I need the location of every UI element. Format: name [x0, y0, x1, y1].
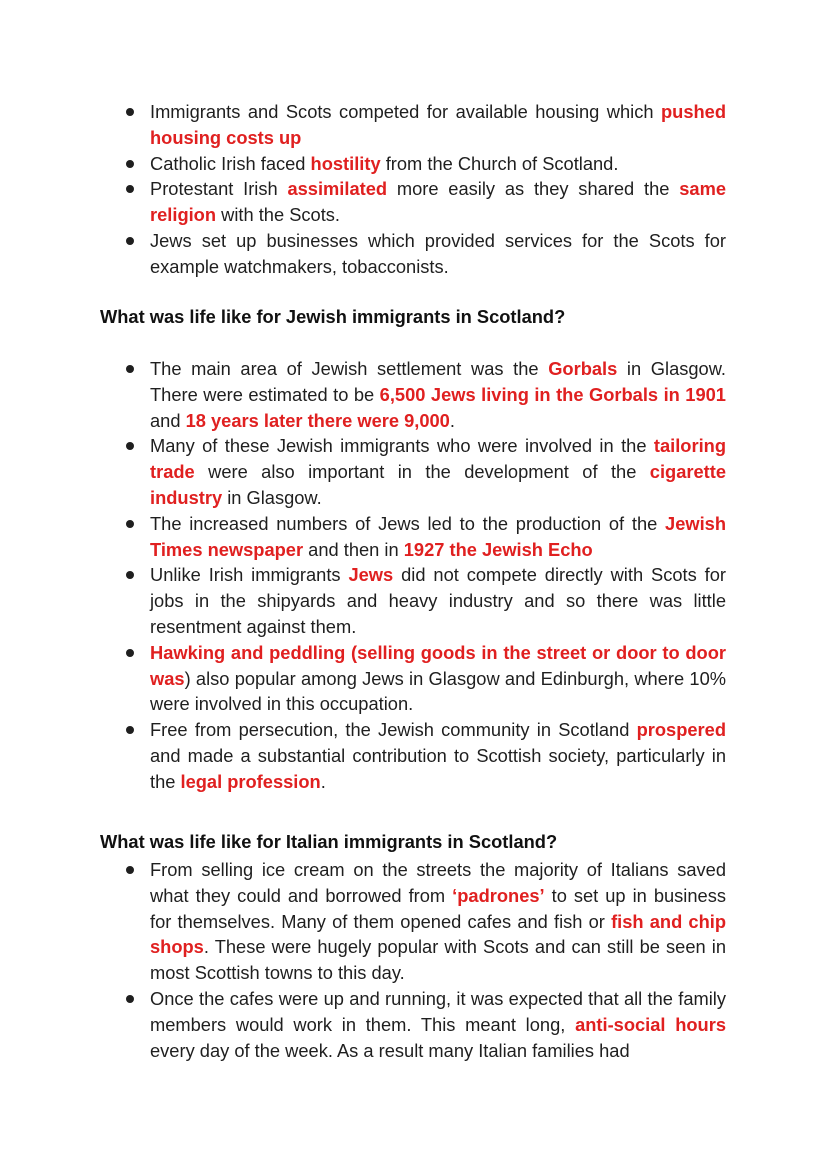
body-text: in Glasgow. There were estimated to be [150, 358, 726, 405]
body-text: Catholic Irish faced [150, 152, 311, 174]
body-text: ) also popular among Jews in Glasgow and Edinburgh, where 10% were involved in this occupation. [150, 667, 726, 715]
body-text: Many of these Jewish immigrants who were involved in the [150, 435, 654, 457]
highlighted-text: assimilated [287, 178, 388, 200]
body-text: Protestant Irish [150, 178, 288, 200]
italian-bullet-list [100, 857, 726, 1063]
highlighted-text: tailoring trade [150, 435, 726, 483]
bullet-item [100, 717, 726, 794]
body-text: The increased numbers of Jews led to the production of the [150, 512, 666, 534]
body-text: Free from persecution, the Jewish community in Scotland [150, 719, 637, 741]
body-text: to set up in business for themselves. Many of them opened cafes and fish or [150, 884, 726, 932]
highlighted-text: 18 years later there were 9,000 [185, 409, 450, 431]
body-text: more easily as they shared the [387, 178, 680, 200]
highlighted-text: Jewish Times newspaper [150, 512, 726, 560]
bullet-item [100, 511, 726, 563]
highlighted-text: legal profession [180, 770, 321, 792]
bullet-item [100, 640, 726, 717]
body-text: The main area of Jewish settlement was the [150, 358, 549, 379]
heading-italian-immigrants: What was life like for Italian immigrants in Scotland? [100, 831, 558, 852]
body-text: every day of the week. As a result many Italian families had [150, 1039, 630, 1061]
bullet-item [100, 99, 726, 151]
highlighted-text: 1927 the Jewish Echo [403, 538, 593, 560]
highlighted-text: 6,500 Jews living in the Gorbals in 1901 [379, 383, 726, 405]
body-text: . [320, 770, 326, 792]
body-text: Immigrants and Scots competed for available housing which [150, 101, 661, 122]
intro-bullet-list [100, 99, 726, 280]
body-text: with the Scots. [216, 204, 340, 226]
highlighted-text: pushed housing costs up [150, 101, 726, 148]
body-text: Unlike Irish immigrants [150, 564, 349, 586]
bullet-item [100, 356, 726, 433]
heading-jewish-immigrants: What was life like for Jewish immigrants in Scotland? [100, 306, 566, 327]
highlighted-text: cigarette industry [150, 461, 726, 508]
body-text: and made a substantial contribution to Scottish society, particularly in the [150, 744, 726, 792]
highlighted-text: same religion [150, 178, 726, 226]
body-text: Once the cafes were up and running, it was expected that all the family members would work in them. This meant long, [150, 987, 726, 1035]
highlighted-text: Jews [348, 564, 394, 586]
bullet-item [100, 176, 726, 228]
bullet-item [100, 857, 726, 986]
highlighted-text: hostility [310, 152, 381, 174]
body-text: Jews set up businesses which provided services for the Scots for example watchmakers, tobacconists. [150, 229, 726, 277]
body-text: and then in [303, 538, 404, 560]
body-text: . These were hugely popular with Scots and can still be seen in most Scottish towns to this day. [150, 936, 726, 984]
highlighted-text: Hawking and peddling (selling goods in the street or door to door was [150, 641, 726, 689]
highlighted-text: anti-social hours [575, 1013, 726, 1035]
body-text: and [150, 409, 186, 431]
body-text: did not compete directly with Scots for jobs in the shipyards and heavy industry and so there was little resentment against them. [150, 564, 726, 637]
body-text: . [449, 409, 455, 431]
bullet-item [100, 562, 726, 639]
body-text: in Glasgow. [222, 486, 322, 508]
highlighted-text: prospered [636, 719, 726, 741]
highlighted-text: ‘padrones’ [452, 884, 545, 906]
body-text: from the Church of Scotland. [380, 152, 619, 174]
body-text: were also important in the development of the [194, 461, 650, 483]
highlighted-text: fish and chip shops [150, 910, 726, 958]
bullet-item [100, 228, 726, 280]
body-text: From selling ice cream on the streets the majority of Italians saved what they could and borrowed from [150, 859, 726, 906]
bullet-item [100, 151, 726, 177]
bullet-item [100, 986, 726, 1063]
jewish-bullet-list [100, 356, 726, 795]
highlighted-text: Gorbals [548, 358, 618, 379]
bullet-item [100, 433, 726, 510]
